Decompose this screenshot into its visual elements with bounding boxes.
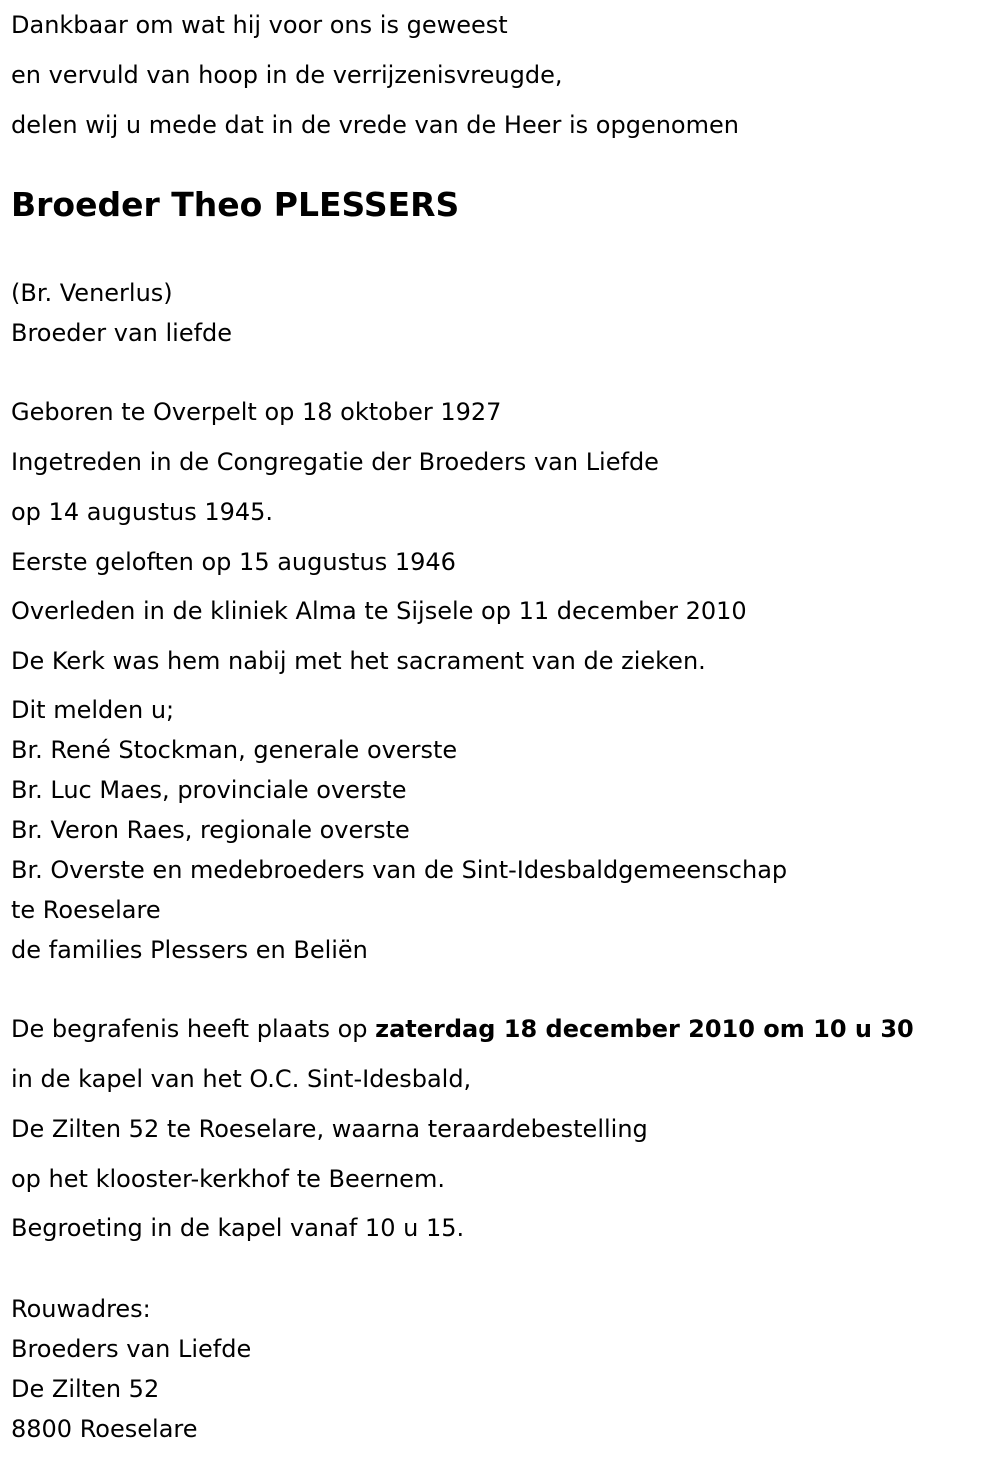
- address-line: 8800 Roeselare: [11, 1415, 198, 1443]
- intro-line: en vervuld van hoop in de verrijzenisvreugde,: [11, 61, 563, 89]
- life-line: Eerste geloften op 15 augustus 1946: [11, 548, 456, 576]
- funeral-datetime: zaterdag 18 december 2010 om 10 u 30: [375, 1015, 914, 1043]
- address-line: De Zilten 52: [11, 1375, 160, 1403]
- intro-line: delen wij u mede dat in de vrede van de Heer is opgenomen: [11, 111, 739, 139]
- address-line: Rouwadres:: [11, 1295, 151, 1323]
- announcer-line: Br. René Stockman, generale overste: [11, 736, 458, 764]
- life-line: De Kerk was hem nabij met het sacrament van de zieken.: [11, 647, 706, 675]
- announcer-line: de families Plessers en Beliën: [11, 936, 368, 964]
- life-line: Geboren te Overpelt op 18 oktober 1927: [11, 398, 502, 426]
- funeral-line: [11, 1009, 914, 1049]
- order-name: Broeder van liefde: [11, 319, 233, 347]
- funeral-line: Begroeting in de kapel vanaf 10 u 15.: [11, 1214, 465, 1242]
- funeral-line: in de kapel van het O.C. Sint-Idesbald,: [11, 1065, 472, 1093]
- announcer-line: Br. Luc Maes, provinciale overste: [11, 776, 407, 804]
- announcer-line: Br. Overste en medebroeders van de Sint-Idesbaldgemeenschap: [11, 856, 788, 884]
- intro-line: Dankbaar om wat hij voor ons is geweest: [11, 11, 508, 39]
- announcer-line: Br. Veron Raes, regionale overste: [11, 816, 410, 844]
- funeral-lead: De begrafenis heeft plaats op: [11, 1015, 376, 1043]
- deceased-name: Broeder Theo PLESSERS: [11, 185, 460, 224]
- announcer-line: Dit melden u;: [11, 696, 175, 724]
- funeral-line: De Zilten 52 te Roeselare, waarna teraardebestelling: [11, 1115, 648, 1143]
- life-line: Ingetreden in de Congregatie der Broeders van Liefde: [11, 448, 659, 476]
- life-line: op 14 augustus 1945.: [11, 498, 274, 526]
- funeral-line: op het klooster-kerkhof te Beernem.: [11, 1165, 445, 1193]
- announcer-line: te Roeselare: [11, 896, 161, 924]
- address-line: Broeders van Liefde: [11, 1335, 252, 1363]
- religious-name: (Br. Venerlus): [11, 279, 173, 307]
- life-line: Overleden in de kliniek Alma te Sijsele op 11 december 2010: [11, 597, 747, 625]
